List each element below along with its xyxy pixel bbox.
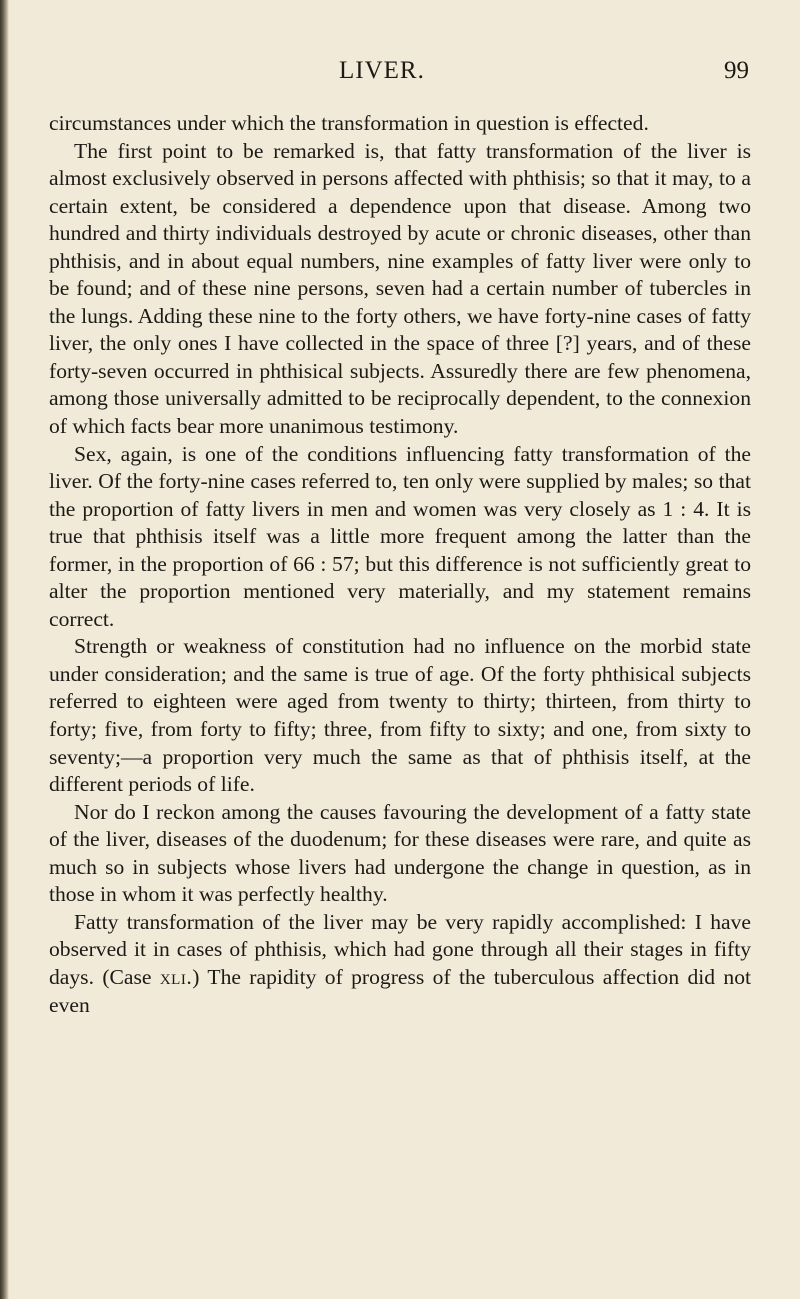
- paragraph-continuation: circumstances under which the transformation in question is effected.: [49, 111, 649, 135]
- paragraph-phthisis-association: The first point to be remarked is, that fatty transformation of the liver is almost exclusively observed in persons affected with phthisis; so that it may, to a certain extent, be considered a dependence upon that disease. Among two hundred and thirty individuals destroyed by acute or chronic diseases, other than phthisis, and in about equal numbers, nine examples of fatty liver were only to be found; and of these nine persons, seven had a certain number of tubercles in the lungs. Adding these nine to the forty others, we have forty-nine cases of fatty liver, the only ones I have collected in the space of three [?] years, and of these forty-seven occurred in phthisical subjects. Assuredly there are few phenomena, among those universally admitted to be reciprocally dependent, to the connexion of which facts bear more unanimous testimony.: [49, 138, 751, 439]
- paragraph-rapidity-text-end: ) The rapidity of progress of the tuberculous affection did not even: [49, 964, 751, 1017]
- paragraph-rapidity: [49, 909, 751, 1019]
- case-reference: xli.: [159, 964, 193, 989]
- paragraph-constitution-age: Strength or weakness of constitution had no influence on the morbid state under consideration; and the same is true of age. Of the forty phthisical subjects referred to eighteen were aged from twenty to thirty; thirteen, from thirty to forty; five, from forty to fifty; three, from fifty to sixty; and one, from sixty to seventy;—a proportion very much the same as that of phthisis itself, at the different periods of life.: [49, 634, 751, 797]
- page-gutter-shadow: [0, 0, 9, 1299]
- page-header: [0, 56, 800, 86]
- body-text: [49, 110, 751, 1019]
- paragraph-duodenum: Nor do I reckon among the causes favouring the development of a fatty state of the liver, diseases of the duodenum; for these diseases were rare, and quite as much so in subjects whose livers had undergone the change in question, as in those in whom it was perfectly healthy.: [49, 799, 751, 907]
- page-number: 99: [724, 57, 749, 84]
- running-head: LIVER.: [339, 57, 425, 84]
- paragraph-sex: Sex, again, is one of the conditions influencing fatty transformation of the liver. Of the forty-nine cases referred to, ten only were supplied by males; so that the proportion of fatty livers in men and women was very closely as 1 : 4. It is true that phthisis itself was a little more frequent among the latter than the former, in the proportion of 66 : 57; but this difference is not sufficiently great to alter the proportion mentioned very materially, and my statement remains correct.: [49, 441, 751, 631]
- paragraph-rapidity-text: Fatty transformation of the liver may be very rapidly accomplished: I have observed it in cases of phthisis, which had gone through all their stages in fifty days. (Case: [49, 909, 751, 989]
